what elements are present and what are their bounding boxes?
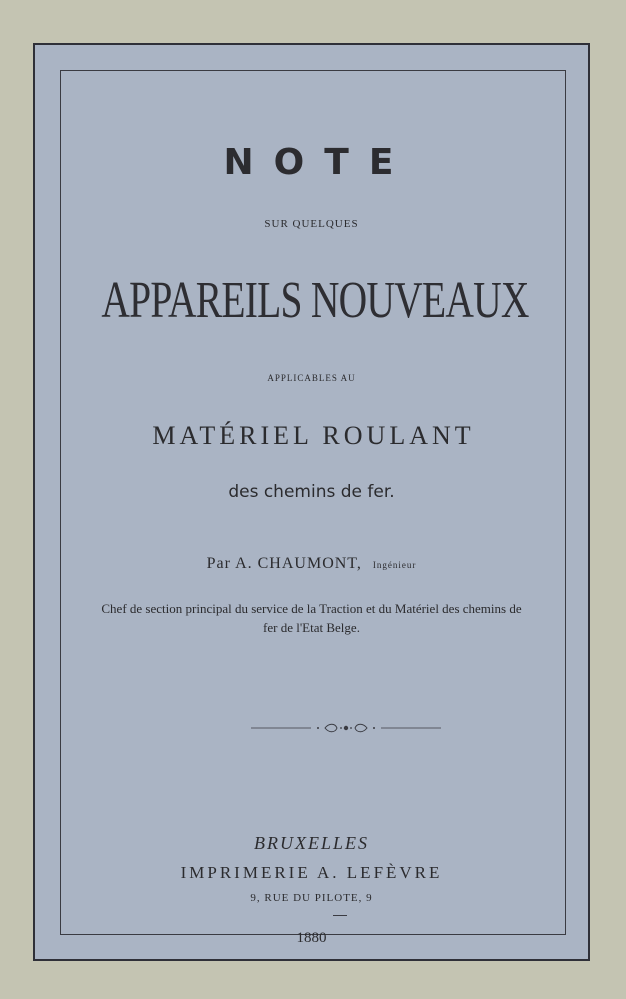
subtitle-applicables: APPLICABLES AU (267, 373, 356, 383)
imprint-printer: IMPRIMERIE A. LEFÈVRE (180, 863, 443, 882)
book-cover (33, 43, 590, 961)
author-title: Ingénieur (372, 560, 417, 570)
imprint-year: 1880 (296, 930, 327, 946)
author-line (35, 555, 588, 573)
inner-border-frame (60, 70, 566, 935)
subtitle-sur-quelques: SUR QUELQUES (264, 218, 359, 230)
headline: APPAREILS NOUVEAUX (101, 272, 529, 329)
year-dash (333, 915, 347, 916)
imprint-address: 9, RUE DU PILOTE, 9 (250, 892, 373, 904)
author-name: A. CHAUMONT, (235, 555, 362, 572)
author-by: Par (206, 555, 231, 572)
ornament-divider (251, 721, 441, 735)
cover-title: NOTE (223, 142, 414, 183)
imprint-city: BRUXELLES (254, 833, 369, 853)
subject-subheading: des chemins de fer. (228, 482, 395, 502)
subject-heading: MATÉRIEL ROULANT (152, 421, 475, 450)
author-description: Chef de section principal du service de la Traction et du Matériel des chemins de fer de l'Etat Belge. (101, 601, 522, 635)
